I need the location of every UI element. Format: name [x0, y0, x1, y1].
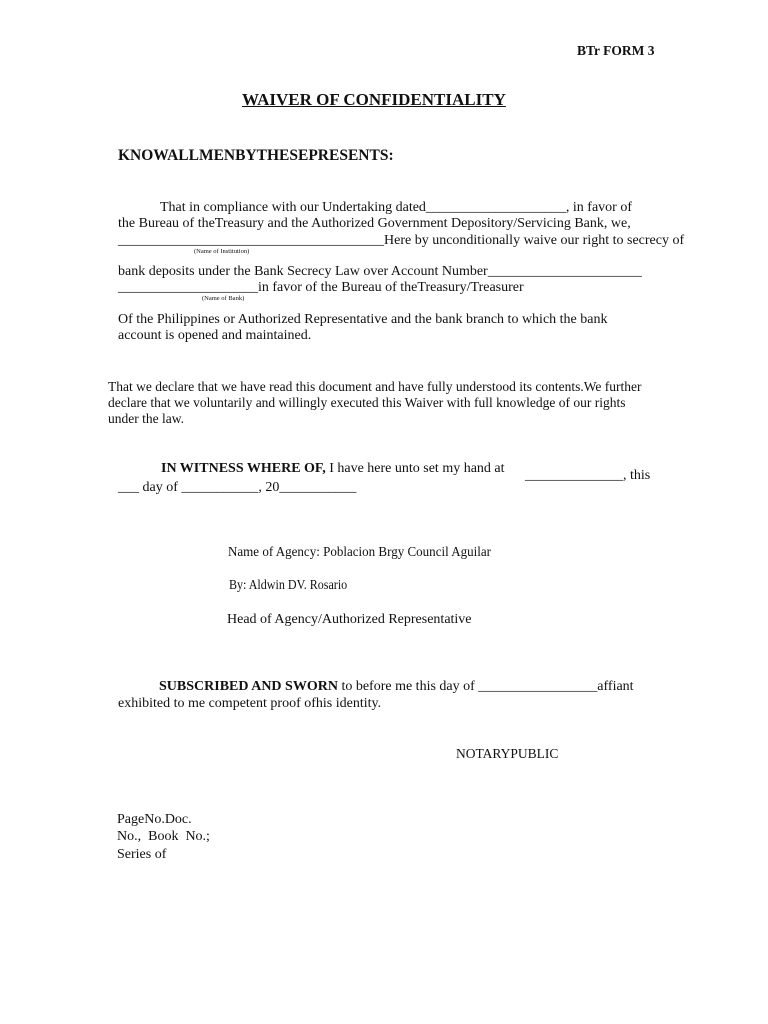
- witness-rest: I have here unto set my hand at: [325, 461, 505, 476]
- footer-line3: Series of: [117, 847, 167, 862]
- sworn-line1: [159, 679, 634, 695]
- agency-by: By: Aldwin DV. Rosario: [229, 578, 348, 593]
- agency-head: Head of Agency/Authorized Representative: [227, 612, 472, 627]
- para1-line7: account is opened and maintained.: [118, 328, 312, 343]
- notary-public: NOTARYPUBLIC: [456, 746, 559, 761]
- para1-line1: That in compliance with our Undertaking dated____________________, in favor of: [160, 200, 633, 215]
- para2-line2: declare that we voluntarily and willingly executed this Waiver with full knowledge of our rights: [108, 395, 626, 410]
- para1-line3: ______________________________________Here by unconditionally waive our right to secrecy of: [118, 233, 685, 248]
- para1-line6: Of the Philippines or Authorized Representative and the bank branch to which the bank: [118, 312, 608, 327]
- document-heading: KNOWALLMENBYTHESEPRESENTS:: [118, 147, 394, 164]
- witness-line1: [161, 461, 505, 477]
- sworn-rest: to before me this day of _________________affiant: [337, 679, 634, 694]
- sworn-line2: exhibited to me competent proof ofhis identity.: [118, 696, 382, 711]
- caption-name-of-institution: (Name of Institution): [194, 248, 250, 255]
- footer-line2: No., Book No.;: [117, 829, 210, 844]
- caption-name-of-bank: (Name of Bank): [202, 295, 245, 302]
- document-title: WAIVER OF CONFIDENTIALITY: [242, 90, 506, 109]
- witness-bold: IN WITNESS WHERE OF,: [161, 461, 326, 476]
- sworn-bold: SUBSCRIBED AND SWORN: [159, 679, 338, 694]
- para2-line3: under the law.: [108, 411, 184, 426]
- footer-line1: PageNo.Doc.: [117, 812, 192, 827]
- form-code: BTr FORM 3: [577, 43, 655, 58]
- para1-line4: bank deposits under the Bank Secrecy Law over Account Number______________________: [118, 264, 642, 279]
- agency-name: Name of Agency: Poblacion Brgy Council Aguilar: [228, 545, 492, 560]
- witness-blank-this: ______________, this: [525, 468, 651, 483]
- para2-line1: That we declare that we have read this document and have fully understood its contents.We further: [108, 379, 642, 394]
- para1-line5: ____________________in favor of the Bureau of theTreasury/Treasurer: [118, 280, 524, 295]
- para1-line2: the Bureau of theTreasury and the Authorized Government Depository/Servicing Bank, we,: [118, 216, 631, 231]
- witness-line2: ___ day of ___________, 20___________: [118, 480, 357, 495]
